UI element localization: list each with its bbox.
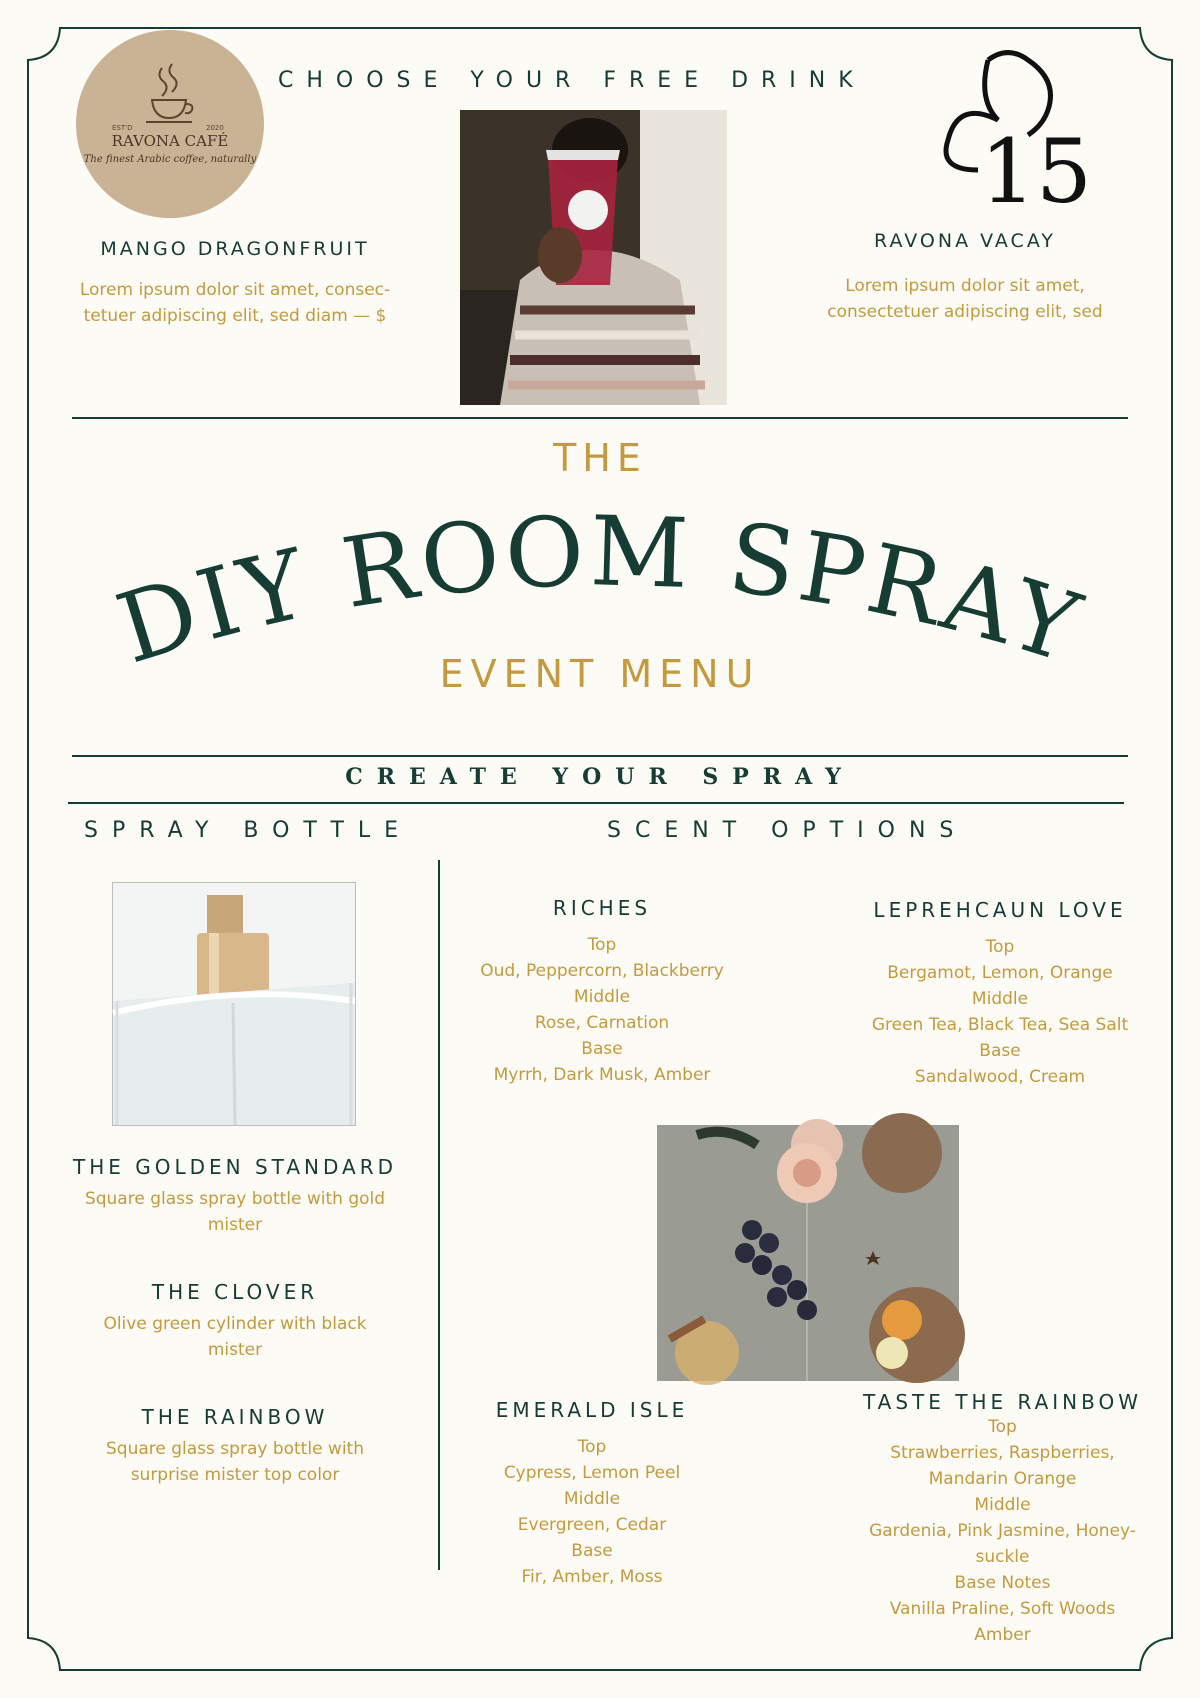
scent-note: Cypress, Lemon Peel — [503, 1463, 681, 1483]
bottle-clover-desc-line: Olive green cylinder with black — [103, 1314, 367, 1334]
bottle-rainbow-desc — [60, 1436, 410, 1488]
ravona-cafe-logo — [76, 30, 264, 218]
scent-ingredients-photo — [657, 1125, 959, 1381]
scent-note: Top — [577, 1437, 607, 1457]
drink-right-desc-line: Lorem ipsum dolor sit amet, — [845, 276, 1085, 296]
scent-note: Middle — [971, 989, 1029, 1009]
divider-middle — [72, 755, 1128, 757]
scent-note: Base — [581, 1039, 623, 1059]
scent-note: Top — [988, 1417, 1017, 1437]
scent-note: Base — [571, 1541, 613, 1561]
scent-note: Rose, Carnation — [534, 1013, 670, 1033]
scent-note: Amber — [974, 1625, 1031, 1645]
logo-est-left: EST'D — [112, 124, 133, 132]
scent-rainbow-notes — [820, 1414, 1185, 1648]
scent-note: Green Tea, Black Tea, Sea Salt — [871, 1015, 1129, 1035]
scent-note: Gardenia, Pink Jasmine, Honey- — [869, 1521, 1136, 1541]
scent-note: Middle — [573, 987, 631, 1007]
scent-note: Strawberries, Raspberries, — [890, 1443, 1115, 1463]
bottle-golden-desc-line: mister — [207, 1215, 263, 1235]
drink-right-title: RAVONA VACAY — [874, 230, 1056, 252]
bottle-rainbow-desc-line: surprise mister top color — [130, 1465, 340, 1485]
divider-top — [72, 417, 1128, 419]
drink-left-desc — [50, 277, 420, 329]
anniversary-15-emblem — [928, 40, 1092, 223]
scent-note: Myrrh, Dark Musk, Amber — [493, 1065, 711, 1085]
scent-emerald-title: EMERALD ISLE — [495, 1398, 689, 1422]
bottle-photo — [112, 882, 356, 1126]
logo-tagline: The finest Arabic coffee, naturally — [83, 154, 257, 165]
scent-note: Oud, Peppercorn, Blackberry — [480, 961, 724, 981]
drink-left-desc-line: Lorem ipsum dolor sit amet, consec- — [79, 280, 391, 300]
scent-note: Middle — [974, 1495, 1031, 1515]
spray-bottle-heading: SPRAY BOTTLE — [84, 818, 413, 843]
hero-title-text: DIY ROOM SPRAY — [104, 495, 1096, 686]
hero-the: THE — [553, 436, 647, 480]
scent-note: Top — [985, 937, 1015, 957]
drink-right-desc-line: consectetuer adipiscing elit, sed — [827, 302, 1103, 322]
scent-note: Sandalwood, Cream — [914, 1067, 1086, 1087]
create-spray-heading: CREATE YOUR SPRAY — [345, 764, 855, 790]
bottle-clover-desc — [60, 1311, 410, 1363]
scent-note: suckle — [975, 1547, 1030, 1567]
choose-drink-heading: CHOOSE YOUR FREE DRINK — [278, 68, 866, 93]
scent-note: Mandarin Orange — [928, 1469, 1077, 1489]
scent-note: Middle — [563, 1489, 621, 1509]
drink-right-desc — [780, 273, 1150, 325]
scent-riches-title: RICHES — [552, 896, 652, 920]
scent-note: Top — [587, 935, 617, 955]
scent-riches-notes — [422, 932, 782, 1088]
bottle-clover-title: THE CLOVER — [151, 1280, 319, 1304]
divider-create — [68, 802, 1124, 804]
bottle-clover-desc-line: mister — [207, 1340, 263, 1360]
scent-note: Evergreen, Cedar — [517, 1515, 667, 1535]
scent-rainbow-title: TASTE THE RAINBOW — [862, 1390, 1142, 1414]
scent-note: Base — [979, 1041, 1021, 1061]
bottle-rainbow-desc-line: Square glass spray bottle with — [106, 1439, 364, 1459]
logo-est-right: 2020 — [206, 124, 224, 132]
coffee-cup-icon — [140, 58, 200, 128]
emblem-number: 15 — [980, 120, 1092, 223]
scent-note: Base Notes — [954, 1573, 1051, 1593]
scent-leprechaun-title: LEPREHCAUN LOVE — [873, 898, 1127, 922]
drink-left-title: MANGO DRAGONFRUIT — [100, 238, 370, 260]
scent-options-heading: SCENT OPTIONS — [607, 818, 968, 843]
scent-emerald-notes — [412, 1434, 772, 1590]
bottle-golden-title: THE GOLDEN STANDARD — [72, 1155, 398, 1179]
scent-note: Bergamot, Lemon, Orange — [887, 963, 1113, 983]
bottle-golden-desc-line: Square glass spray bottle with gold — [84, 1189, 386, 1209]
scent-leprechaun-notes — [820, 934, 1180, 1090]
hero-subtitle: EVENT MENU — [439, 652, 761, 696]
scent-note: Vanilla Praline, Soft Woods — [889, 1599, 1116, 1619]
scent-note: Fir, Amber, Moss — [521, 1567, 663, 1587]
logo-name: RAVONA CAFÉ — [111, 132, 229, 150]
bottle-golden-desc — [60, 1186, 410, 1238]
bottle-rainbow-title: THE RAINBOW — [141, 1405, 329, 1429]
drink-left-desc-line: tetuer adipiscing elit, sed diam — $ — [83, 306, 387, 326]
drink-photo — [460, 110, 727, 405]
